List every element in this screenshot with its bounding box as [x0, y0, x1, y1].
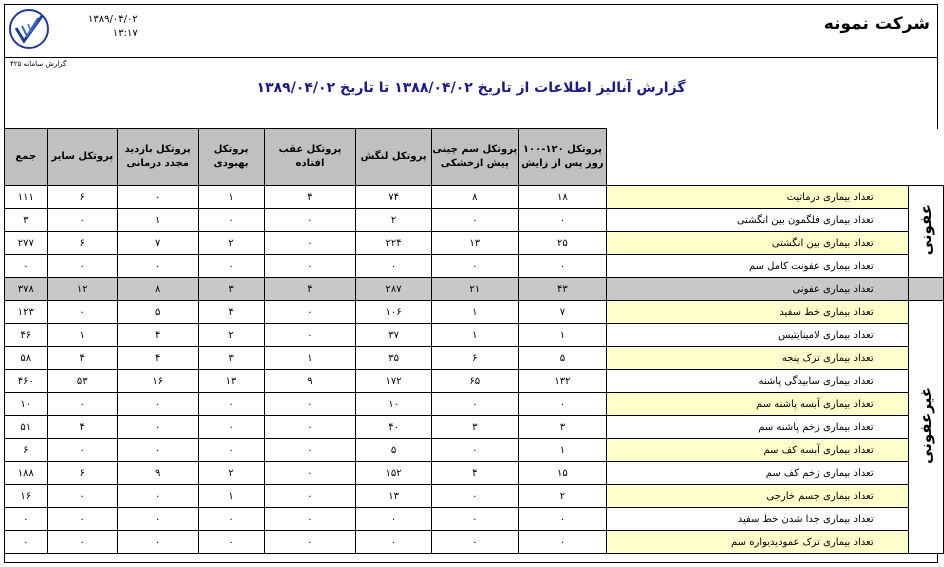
- cell-recovery: ۰: [198, 439, 264, 462]
- cell-lagging: ۰: [264, 301, 356, 324]
- cell-vetsoap: ۲۱: [431, 278, 518, 301]
- table-row: [5, 416, 944, 439]
- report-time: ۱۳:۱۷: [112, 28, 138, 39]
- cell-lameness: ۱۳: [356, 485, 431, 508]
- col-lagging: پروتکل عقب افتاده: [264, 129, 356, 186]
- cell-lameness: ۳۵: [356, 347, 431, 370]
- table-row: [5, 301, 944, 324]
- cell-total: ۱۰: [5, 393, 48, 416]
- cell-total: ۵۱: [5, 416, 48, 439]
- cell-total: ۵۸: [5, 347, 48, 370]
- cell-other: ۶: [47, 232, 117, 255]
- col-total: جمع: [5, 129, 48, 186]
- cell-lagging: ۱: [264, 347, 356, 370]
- report-date: ۱۳۸۹/۰۴/۰۲: [88, 14, 138, 25]
- cell-lagging: ۰: [264, 531, 356, 554]
- cell-recovery: ۲: [198, 232, 264, 255]
- cell-other: ۶: [47, 462, 117, 485]
- cell-total: ۱۶: [5, 485, 48, 508]
- cell-total: ۶: [5, 439, 48, 462]
- row-label: تعداد بیماری بین انگشتی: [607, 232, 909, 255]
- cell-lagging: ۰: [264, 485, 356, 508]
- cell-vetsoap: ۰: [431, 485, 518, 508]
- row-label: تعداد بیماری سابیدگی پاشنه: [607, 370, 909, 393]
- cell-recovery: ۱: [198, 186, 264, 209]
- cell-lagging: ۰: [264, 439, 356, 462]
- cell-vetsoap: ۰: [431, 255, 518, 278]
- cell-vetsoap: ۱: [431, 301, 518, 324]
- cell-other: ۱: [47, 324, 117, 347]
- col-other: پروتکل سایر: [47, 129, 117, 186]
- cell-postpartum: ۰: [518, 508, 606, 531]
- col-label-blank: [607, 129, 909, 186]
- table-row: [5, 347, 944, 370]
- cell-vetsoap: ۱۳: [431, 232, 518, 255]
- report-code: گزارش سامانه ۴۲۵: [10, 60, 67, 68]
- cell-other: ۰: [47, 301, 117, 324]
- cell-revisit: ۰: [117, 416, 198, 439]
- cell-lameness: ۲۸۷: [356, 278, 431, 301]
- cell-revisit: ۴: [117, 347, 198, 370]
- cell-other: ۴: [47, 347, 117, 370]
- cell-revisit: ۹: [117, 462, 198, 485]
- row-label: تعداد بیماری زخم کف سم: [607, 462, 909, 485]
- cell-recovery: ۰: [198, 209, 264, 232]
- table-header-row: [5, 129, 944, 186]
- cell-total: ۰: [5, 531, 48, 554]
- cell-other: ۰: [47, 393, 117, 416]
- cell-vetsoap: ۰: [431, 439, 518, 462]
- cell-other: ۵۳: [47, 370, 117, 393]
- cell-recovery: ۰: [198, 531, 264, 554]
- cell-lagging: ۰: [264, 462, 356, 485]
- table-body: [5, 186, 944, 554]
- report-meta: [88, 13, 138, 41]
- cell-revisit: ۰: [117, 186, 198, 209]
- cell-other: ۰: [47, 531, 117, 554]
- company-logo-icon: [8, 8, 50, 50]
- cell-postpartum: ۳: [518, 416, 606, 439]
- cell-total: ۱۲۳: [5, 301, 48, 324]
- cell-postpartum: ۱: [518, 439, 606, 462]
- cell-lagging: ۴: [264, 278, 356, 301]
- cell-revisit: ۰: [117, 508, 198, 531]
- row-label: تعداد بیماری عفونت کامل سم: [607, 255, 909, 278]
- cell-postpartum: ۲۵: [518, 232, 606, 255]
- table-row: [5, 209, 944, 232]
- cell-lameness: ۴۰: [356, 416, 431, 439]
- cell-postpartum: ۰: [518, 393, 606, 416]
- cell-other: ۰: [47, 508, 117, 531]
- cell-postpartum: ۰: [518, 255, 606, 278]
- cell-revisit: ۴: [117, 324, 198, 347]
- cell-other: ۰: [47, 255, 117, 278]
- cell-revisit: ۷: [117, 232, 198, 255]
- cell-recovery: ۴: [198, 301, 264, 324]
- cell-recovery: ۱۳: [198, 370, 264, 393]
- group-infectious-label: عفونی: [916, 204, 935, 256]
- cell-revisit: ۱: [117, 209, 198, 232]
- row-label: تعداد بیماری آبسه پاشنه سم: [607, 393, 909, 416]
- cell-recovery: ۲: [198, 462, 264, 485]
- header-divider: [4, 57, 938, 58]
- row-label: تعداد بیماری جسم خارجی: [607, 485, 909, 508]
- cell-other: ۶: [47, 186, 117, 209]
- cell-recovery: ۳: [198, 347, 264, 370]
- cell-postpartum: ۴۳: [518, 278, 606, 301]
- cell-recovery: ۰: [198, 255, 264, 278]
- table-row: [5, 255, 944, 278]
- cell-other: ۱۲: [47, 278, 117, 301]
- cell-recovery: ۰: [198, 508, 264, 531]
- cell-postpartum: ۱۸: [518, 186, 606, 209]
- cell-recovery: ۰: [198, 416, 264, 439]
- analysis-table: [4, 128, 944, 554]
- cell-vetsoap: ۰: [431, 508, 518, 531]
- cell-lameness: ۲: [356, 209, 431, 232]
- col-vetsoap: پروتکل سم چینی پیش ازخشکی: [431, 129, 518, 186]
- cell-lagging: ۰: [264, 232, 356, 255]
- report-title: گزارش آنالیز اطلاعات از تاریخ ۱۳۸۸/۰۴/۰۲ تا تاریخ ۱۳۸۹/۰۴/۰۲: [256, 80, 686, 96]
- table-row: [5, 531, 944, 554]
- cell-postpartum: ۰: [518, 531, 606, 554]
- cell-revisit: ۰: [117, 485, 198, 508]
- table-row: [5, 232, 944, 255]
- row-label: تعداد بیماری ترک پنجه: [607, 347, 909, 370]
- cell-total: ۱۸۸: [5, 462, 48, 485]
- table-row: [5, 324, 944, 347]
- cell-vetsoap: ۶: [431, 347, 518, 370]
- cell-lameness: ۱۰: [356, 393, 431, 416]
- cell-lagging: ۰: [264, 209, 356, 232]
- cell-lagging: ۰: [264, 393, 356, 416]
- cell-vetsoap: ۱: [431, 324, 518, 347]
- col-group-blank: [908, 129, 943, 186]
- cell-lameness: ۱۵۲: [356, 462, 431, 485]
- cell-postpartum: ۱۵: [518, 462, 606, 485]
- col-postpartum: پروتکل ۱۲۰-۱۰۰ روز پس از زایش: [518, 129, 606, 186]
- cell-other: ۰: [47, 485, 117, 508]
- cell-vetsoap: ۰: [431, 393, 518, 416]
- cell-lagging: ۰: [264, 255, 356, 278]
- table-row: [5, 508, 944, 531]
- cell-total: ۰: [5, 255, 48, 278]
- cell-total: ۲۷۷: [5, 232, 48, 255]
- cell-postpartum: ۲: [518, 485, 606, 508]
- group-infectious: [908, 186, 943, 278]
- cell-lagging: ۰: [264, 508, 356, 531]
- row-label: تعداد بیماری ترک عمودیدیواره سم: [607, 531, 909, 554]
- cell-revisit: ۱۶: [117, 370, 198, 393]
- row-label: تعداد بیماری درماتیت: [607, 186, 909, 209]
- cell-recovery: ۱: [198, 485, 264, 508]
- table-row: [5, 485, 944, 508]
- cell-total: ۴۶: [5, 324, 48, 347]
- company-name: شرکت نمونه: [823, 14, 930, 34]
- row-label: تعداد بیماری لامینایتیس: [607, 324, 909, 347]
- cell-lameness: ۷۴: [356, 186, 431, 209]
- cell-postpartum: ۰: [518, 209, 606, 232]
- table-row: [5, 462, 944, 485]
- cell-lameness: ۳۷: [356, 324, 431, 347]
- col-recovery: پروتکل بهبودی: [198, 129, 264, 186]
- cell-total: ۴۶۰: [5, 370, 48, 393]
- cell-postpartum: ۵: [518, 347, 606, 370]
- group-noninfectious-label: غیرعفونی: [916, 387, 935, 464]
- table-row: [5, 370, 944, 393]
- cell-revisit: ۰: [117, 439, 198, 462]
- cell-lameness: ۰: [356, 531, 431, 554]
- row-label: تعداد بیماری آبسه کف سم: [607, 439, 909, 462]
- cell-lagging: ۰: [264, 416, 356, 439]
- cell-vetsoap: ۰: [431, 531, 518, 554]
- cell-total: ۱۱۱: [5, 186, 48, 209]
- row-label: تعداد بیماری زخم پاشنه سم: [607, 416, 909, 439]
- group-noninfectious: [908, 301, 943, 554]
- sum-row: [5, 278, 944, 301]
- col-lameness: پروتکل لنگش: [356, 129, 431, 186]
- sum-group-cell: [908, 278, 943, 301]
- cell-lameness: ۱۷۲: [356, 370, 431, 393]
- cell-revisit: ۰: [117, 393, 198, 416]
- cell-vetsoap: ۳: [431, 416, 518, 439]
- cell-vetsoap: ۴: [431, 462, 518, 485]
- cell-revisit: ۸: [117, 278, 198, 301]
- cell-revisit: ۵: [117, 301, 198, 324]
- cell-lameness: ۰: [356, 508, 431, 531]
- cell-total: ۰: [5, 508, 48, 531]
- table-row: [5, 186, 944, 209]
- table-row: [5, 393, 944, 416]
- row-label: تعداد بیماری عفونی: [607, 278, 909, 301]
- cell-postpartum: ۱۳۲: [518, 370, 606, 393]
- row-label: تعداد بیماری خط سفید: [607, 301, 909, 324]
- cell-lameness: ۲۲۴: [356, 232, 431, 255]
- cell-other: ۰: [47, 439, 117, 462]
- cell-lagging: ۰: [264, 324, 356, 347]
- cell-vetsoap: ۸: [431, 186, 518, 209]
- cell-lameness: ۵: [356, 439, 431, 462]
- cell-vetsoap: ۶۵: [431, 370, 518, 393]
- col-revisit: پروتکل بازدید مجدد درمانی: [117, 129, 198, 186]
- row-label: تعداد بیماری جدا شدن خط سفید: [607, 508, 909, 531]
- cell-vetsoap: ۰: [431, 209, 518, 232]
- cell-revisit: ۰: [117, 255, 198, 278]
- cell-recovery: ۲: [198, 324, 264, 347]
- cell-lameness: ۰: [356, 255, 431, 278]
- cell-recovery: ۳: [198, 278, 264, 301]
- cell-total: ۳: [5, 209, 48, 232]
- cell-lameness: ۱۰۶: [356, 301, 431, 324]
- cell-postpartum: ۷: [518, 301, 606, 324]
- cell-recovery: ۰: [198, 393, 264, 416]
- cell-other: ۰: [47, 209, 117, 232]
- table-row: [5, 439, 944, 462]
- row-label: تعداد بیماری فلگمون بین انگشتی: [607, 209, 909, 232]
- cell-postpartum: ۱: [518, 324, 606, 347]
- cell-total: ۳۷۸: [5, 278, 48, 301]
- cell-lagging: ۴: [264, 186, 356, 209]
- cell-other: ۴: [47, 416, 117, 439]
- cell-revisit: ۰: [117, 531, 198, 554]
- cell-lagging: ۹: [264, 370, 356, 393]
